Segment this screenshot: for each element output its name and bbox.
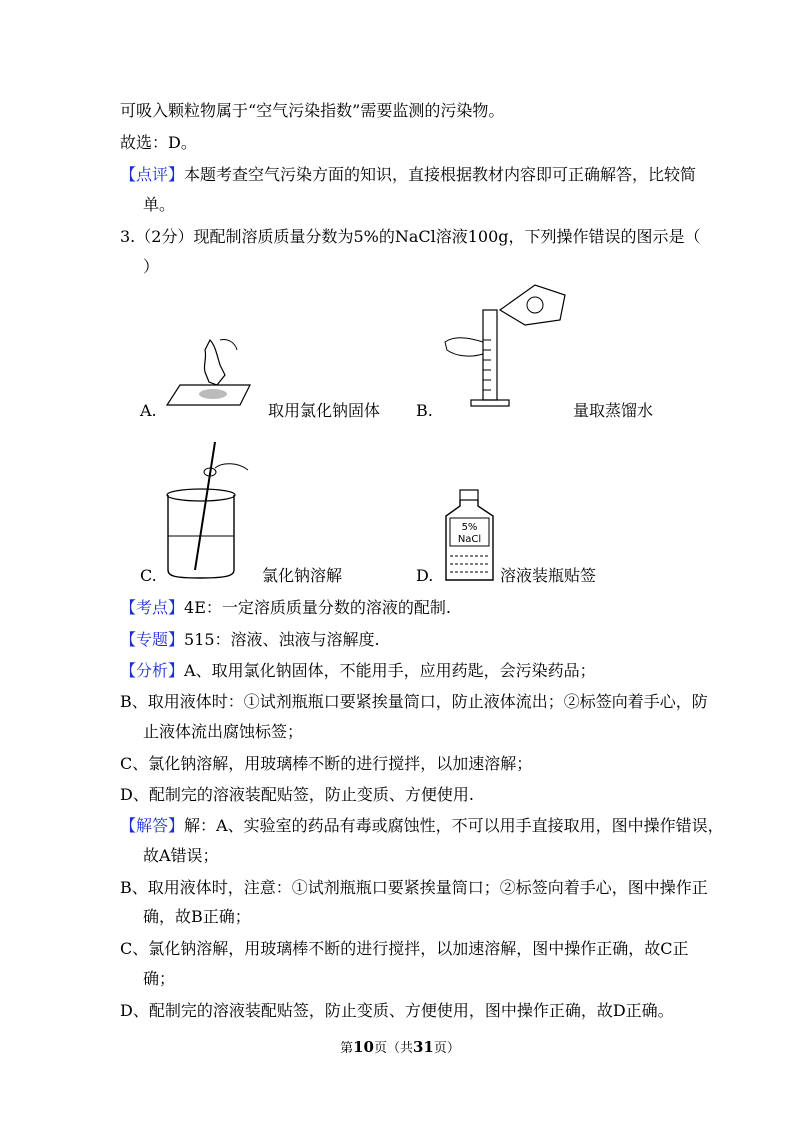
kaodian-tag: 【考点】: [120, 598, 185, 617]
fenxi-c: C、氯化钠溶解，用玻璃棒不断的进行搅拌，以加速溶解；: [120, 754, 533, 773]
jieda-a2: 故A错误；: [143, 846, 219, 865]
footer-pre: 第: [340, 1041, 354, 1056]
fenxi-a: A、取用氯化钠固体，不能用手，应用药匙，会污染药品；: [184, 661, 596, 680]
question-3-line1: 3.（2分）现配制溶质质量分数为5%的NaCl溶液100g，下列操作错误的图示是（: [120, 227, 701, 246]
option-d-letter: D.: [416, 566, 434, 585]
kaodian-text: 4E：一定溶质质量分数的溶液的配制.: [184, 598, 451, 617]
jieda-line: [120, 815, 724, 837]
option-b-letter: B.: [416, 401, 433, 420]
option-a-letter: A.: [140, 401, 157, 420]
review-cont: 单。: [143, 195, 176, 214]
zhuanti-text: 515：溶液、浊液与溶解度.: [184, 630, 380, 649]
zhuanti-tag: 【专题】: [120, 630, 185, 649]
zhuanti-line: [120, 629, 380, 651]
fenxi-d: D、配制完的溶液装配贴签，防止变质、方便使用.: [120, 785, 474, 804]
footer-post: 页）: [433, 1041, 460, 1056]
hand-icon: [445, 338, 483, 356]
review-text: 本题考查空气污染方面的知识，直接根据教材内容即可正确解答，比较简: [184, 165, 697, 184]
solid-pile: [199, 389, 227, 399]
footer-total-pages: 31: [413, 1038, 434, 1056]
fenxi-b2: 止液体流出腐蚀标签；: [143, 722, 304, 741]
page-footer: [0, 1038, 800, 1058]
hand-icon: [204, 340, 225, 385]
question-3-line2: ）: [143, 257, 160, 276]
fenxi-b1: B、取用液体时：①试剂瓶瓶口要紧挨量筒口，防止液体流出；②标签向着手心，防: [120, 692, 708, 711]
jieda-a1: 解：A、实验室的药品有毒或腐蚀性，不可以用手直接取用，图中操作错误，: [184, 816, 724, 835]
jieda-b2: 确，故B正确；: [143, 907, 251, 926]
option-b-figure: [435, 280, 575, 410]
option-c-label: 氯化钠溶解: [262, 566, 343, 585]
kaodian-line: [120, 597, 451, 619]
fenxi-tag: 【分析】: [120, 661, 185, 680]
option-d-figure: [442, 488, 497, 583]
footer-mid: 页（共: [373, 1041, 413, 1056]
fenxi-line: [120, 660, 596, 682]
review-tag: 【点评】: [120, 165, 185, 184]
graduated-cylinder: [483, 310, 497, 400]
jieda-tag: 【解答】: [120, 816, 185, 835]
option-b-label: 量取蒸馏水: [573, 401, 654, 420]
option-c-letter: C.: [140, 566, 157, 585]
review-line: [120, 164, 696, 186]
jieda-c2: 确；: [143, 969, 176, 988]
bottle-label-percent: 5%: [461, 522, 478, 533]
option-d-label: 溶液装瓶贴签: [500, 566, 597, 585]
bottle-label-formula: NaCl: [457, 534, 482, 545]
footer-page-number: 10: [353, 1038, 374, 1056]
jieda-b1: B、取用液体时，注意：①试剂瓶瓶口要紧挨量筒口；②标签向着手心，图中操作正: [120, 878, 708, 897]
option-a-figure: [165, 330, 260, 410]
answer-line: 故选：D。: [120, 133, 197, 152]
option-a-label: 取用氯化钠固体: [268, 401, 381, 420]
option-c-figure: [160, 440, 260, 580]
jieda-c1: C、氯化钠溶解，用玻璃棒不断的进行搅拌，以加速溶解，图中操作正确，故C正: [120, 939, 689, 958]
jieda-d: D、配制完的溶液装配贴签，防止变质、方便使用，图中操作正确，故D正确。: [120, 1001, 674, 1020]
reagent-bottle: [500, 285, 565, 325]
glass-rod: [195, 442, 215, 570]
text-line: 可吸入颗粒物属于“空气污染指数”需要监测的污染物。: [120, 101, 505, 120]
hand-icon: [215, 464, 248, 470]
bottle-cap: [460, 490, 478, 500]
